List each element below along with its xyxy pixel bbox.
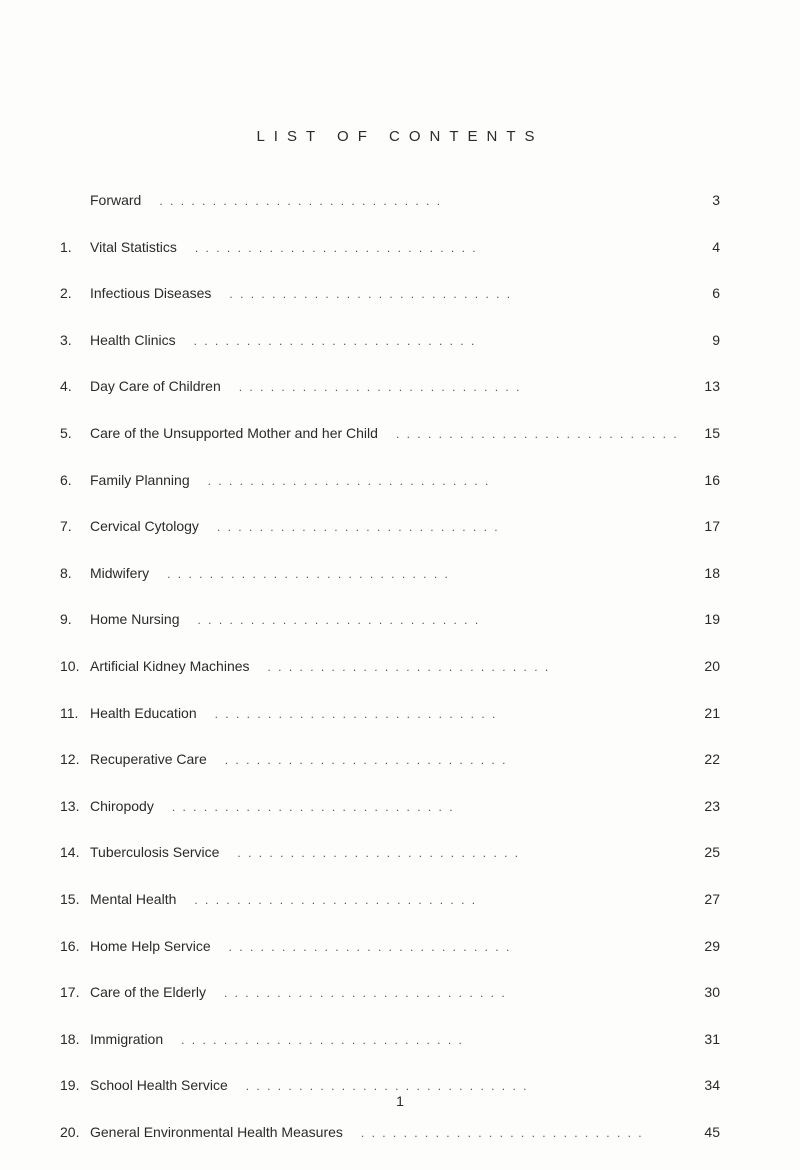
toc-entry-page: 20 [704, 657, 720, 674]
toc-entry [60, 705, 720, 752]
toc-entry-number: 9. [60, 611, 72, 628]
toc-entry [60, 192, 720, 239]
toc-entry-page: 3 [712, 192, 720, 208]
toc-entry-label: Health Clinics [90, 331, 176, 348]
toc-entry [60, 1124, 720, 1170]
dot-leader: . . . . . . . . . . . . . . . . . . . . . . . . . . . [237, 846, 521, 861]
toc-entry-label: Day Care of Children [90, 378, 221, 395]
dot-leader: . . . . . . . . . . . . . . . . . . . . . . . . . . . [193, 333, 477, 348]
dot-leader: . . . . . . . . . . . . . . . . . . . . . . . . . . . [238, 380, 522, 395]
toc-entry [60, 984, 720, 1031]
toc-entry-number: 17. [60, 984, 80, 1001]
dot-leader: . . . . . . . . . . . . . . . . . . . . . . . . . . . [267, 659, 551, 674]
toc-entry-label: Home Help Service [90, 937, 211, 954]
dot-leader: . . . . . . . . . . . . . . . . . . . . . . . . . . . [159, 194, 443, 208]
toc-entry-page: 29 [704, 937, 720, 954]
toc-entry [60, 891, 720, 938]
toc-entry-number: 4. [60, 378, 72, 395]
toc-entry [60, 285, 720, 332]
toc-entry-label: Health Education [90, 704, 197, 721]
toc-entry-label: Home Nursing [90, 611, 180, 628]
toc-entry-page: 16 [704, 471, 720, 488]
table-of-contents [60, 192, 720, 1170]
dot-leader: . . . . . . . . . . . . . . . . . . . . . . . . . . . [197, 613, 481, 628]
dot-leader: . . . . . . . . . . . . . . . . . . . . . . . . . . . [214, 706, 498, 721]
toc-entry-number: 14. [60, 844, 80, 861]
toc-entry-number: 11. [60, 704, 79, 721]
dot-leader: . . . . . . . . . . . . . . . . . . . . . . . . . . . [181, 1032, 464, 1047]
toc-entry-page: 27 [704, 890, 720, 907]
toc-entry-label: Vital Statistics [90, 238, 177, 255]
dot-leader: . . . . . . . . . . . . . . . . . . . . . . . . . . . [194, 892, 478, 907]
toc-entry [60, 938, 720, 985]
toc-entry-page: 21 [704, 704, 720, 721]
toc-entry-label: Family Planning [90, 471, 190, 488]
toc-entry-label: Immigration [90, 1030, 164, 1047]
toc-entry-page: 17 [704, 518, 720, 535]
dot-leader: . . . . . . . . . . . . . . . . . . . . . . . . . . . [171, 799, 455, 814]
dot-leader: . . . . . . . . . . . . . . . . . . . . . . . . . . . [395, 426, 679, 441]
toc-entry-label: Tuberculosis Service [90, 844, 220, 861]
toc-entry [60, 844, 720, 891]
toc-entry-label: Cervical Cytology [90, 518, 199, 535]
toc-entry-page: 30 [704, 984, 720, 1001]
toc-entry-number: 12. [60, 751, 80, 768]
toc-entry-number: 2. [60, 285, 72, 302]
toc-entry-page: 13 [704, 378, 720, 395]
dot-leader: . . . . . . . . . . . . . . . . . . . . . . . . . . . [245, 1079, 529, 1094]
page-number: 1 [396, 1093, 404, 1109]
toc-entry [60, 332, 720, 379]
toc-entry-number: 8. [60, 564, 72, 581]
dot-leader: . . . . . . . . . . . . . . . . . . . . . . . . . . . [207, 473, 491, 488]
toc-entry-page: 9 [712, 331, 720, 348]
toc-entry-label: Mental Health [90, 890, 177, 907]
toc-entry [60, 611, 720, 658]
toc-entry-page: 45 [704, 1123, 720, 1140]
dot-leader: . . . . . . . . . . . . . . . . . . . . . . . . . . . [228, 939, 512, 954]
toc-entry [60, 518, 720, 565]
dot-leader: . . . . . . . . . . . . . . . . . . . . . . . . . . . [224, 753, 508, 768]
toc-entry-label: Forward [90, 192, 142, 208]
toc-entry-label: School Health Service [90, 1077, 228, 1094]
toc-entry-page: 6 [712, 285, 720, 302]
page-title: LIST OF CONTENTS [256, 128, 544, 145]
dot-leader: . . . . . . . . . . . . . . . . . . . . . . . . . . . [360, 1125, 644, 1140]
toc-entry-page: 31 [704, 1030, 720, 1047]
toc-entry [60, 425, 720, 472]
dot-leader: . . . . . . . . . . . . . . . . . . . . . . . . . . . [194, 240, 478, 255]
toc-entry [60, 239, 720, 286]
toc-entry-page: 19 [704, 611, 720, 628]
toc-entry-label: Care of the Unsupported Mother and her Child [90, 424, 378, 441]
toc-entry [60, 472, 720, 519]
toc-entry-page: 22 [704, 751, 720, 768]
toc-entry-page: 15 [704, 424, 720, 441]
toc-entry [60, 751, 720, 798]
toc-entry-number: 16. [60, 937, 80, 954]
toc-entry [60, 378, 720, 425]
toc-entry-number: 13. [60, 797, 80, 814]
toc-entry-page: 4 [712, 238, 720, 255]
toc-entry-label: Recuperative Care [90, 751, 207, 768]
toc-entry-label: Artificial Kidney Machines [90, 657, 250, 674]
toc-entry-number: 5. [60, 424, 72, 441]
toc-entry [60, 1031, 720, 1078]
dot-leader: . . . . . . . . . . . . . . . . . . . . . . . . . . . [167, 566, 450, 581]
toc-entry-label: Infectious Diseases [90, 285, 212, 302]
toc-entry-number: 18. [60, 1030, 80, 1047]
toc-entry-number: 3. [60, 331, 72, 348]
toc-entry-number: 15. [60, 890, 80, 907]
toc-entry-page: 18 [704, 564, 720, 581]
toc-entry-number: 6. [60, 471, 72, 488]
dot-leader: . . . . . . . . . . . . . . . . . . . . . . . . . . . [216, 520, 500, 535]
toc-entry [60, 565, 720, 612]
toc-entry-page: 25 [704, 844, 720, 861]
toc-entry-number: 20. [60, 1123, 80, 1140]
toc-entry-number: 19. [60, 1077, 80, 1094]
toc-entry [60, 658, 720, 705]
dot-leader: . . . . . . . . . . . . . . . . . . . . . . . . . . . [229, 287, 513, 302]
toc-entry [60, 798, 720, 845]
toc-entry-number: 10. [60, 657, 80, 674]
toc-entry-label: Midwifery [90, 564, 150, 581]
dot-leader: . . . . . . . . . . . . . . . . . . . . . . . . . . . [223, 986, 507, 1001]
toc-entry-page: 34 [704, 1077, 720, 1094]
toc-entry-number: 7. [60, 518, 72, 535]
toc-entry-page: 23 [704, 797, 720, 814]
toc-entry-label: Care of the Elderly [90, 984, 206, 1001]
toc-entry-number: 1. [60, 238, 72, 255]
toc-entry-label: Chiropody [90, 797, 154, 814]
toc-entry-label: General Environmental Health Measures [90, 1123, 343, 1140]
